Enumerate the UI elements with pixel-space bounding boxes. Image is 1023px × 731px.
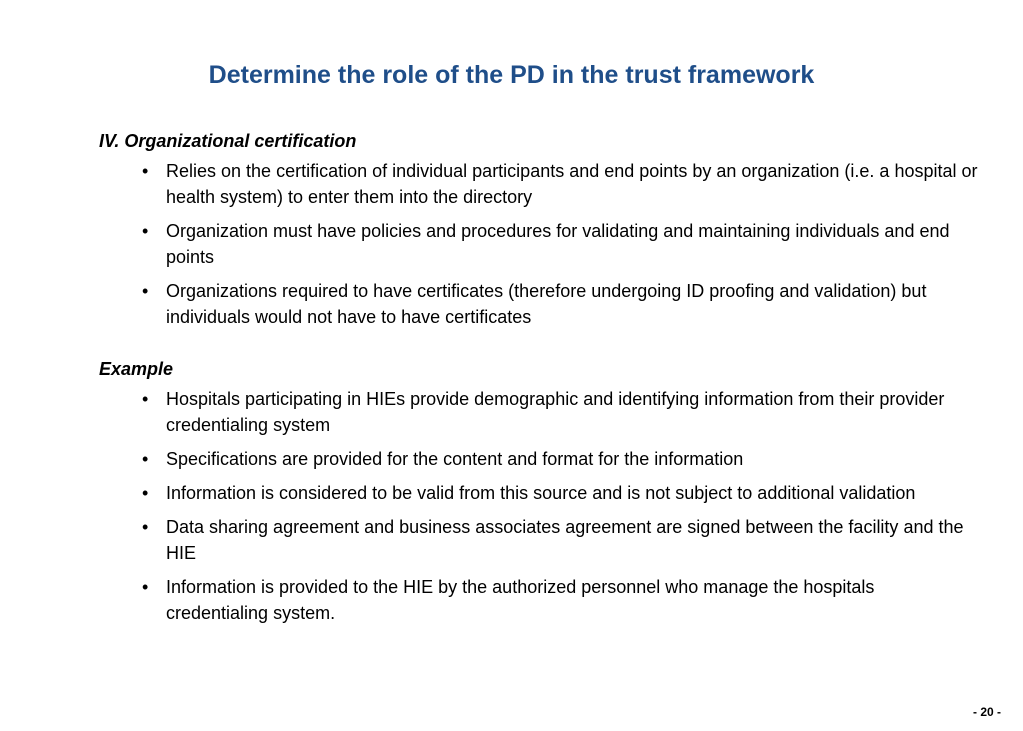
bullet-icon: • [142,483,149,503]
list-item [99,514,979,566]
section-heading: Example [99,359,174,379]
bullet-icon: • [142,221,149,241]
section-example [99,356,979,626]
list-item [99,446,979,472]
slide-content [99,128,979,634]
bullet-icon: • [142,449,149,469]
list-item-text: Organizations required to have certificates (therefore undergoing ID proofing and validation) but individuals would not have to have certificates [166,281,927,327]
list-item-text: Relies on the certification of individual participants and end points by an organization (i.e. a hospital or health system) to enter them into the directory [166,161,978,207]
bullet-icon: • [142,281,149,301]
bullet-icon: • [142,161,149,181]
list-item-text: Information is provided to the HIE by the authorized personnel who manage the hospitals credentialing system. [166,577,875,623]
bullet-icon: • [142,517,149,537]
bullet-icon: • [142,389,149,409]
section-heading: IV. Organizational certification [99,131,357,151]
page-number: - 20 - [972,705,1001,719]
list-item [99,158,979,210]
list-item [99,386,979,438]
slide-title: Determine the role of the PD in the trust framework [208,61,815,89]
list-item-text: Data sharing agreement and business associates agreement are signed between the facility and the HIE [166,517,964,563]
list-item-text: Specifications are provided for the content and format for the information [166,449,744,469]
section-organizational-certification [99,128,979,330]
bullet-icon: • [142,577,149,597]
list-item [99,480,979,506]
list-item-text: Information is considered to be valid from this source and is not subject to additional validation [166,483,916,503]
list-item [99,218,979,270]
bullet-list [99,386,979,626]
bullet-list [99,158,979,330]
list-item-text: Organization must have policies and procedures for validating and maintaining individuals and end points [166,221,950,267]
list-item [99,278,979,330]
list-item-text: Hospitals participating in HIEs provide demographic and identifying information from their provider credentialing system [166,389,945,435]
list-item [99,574,979,626]
